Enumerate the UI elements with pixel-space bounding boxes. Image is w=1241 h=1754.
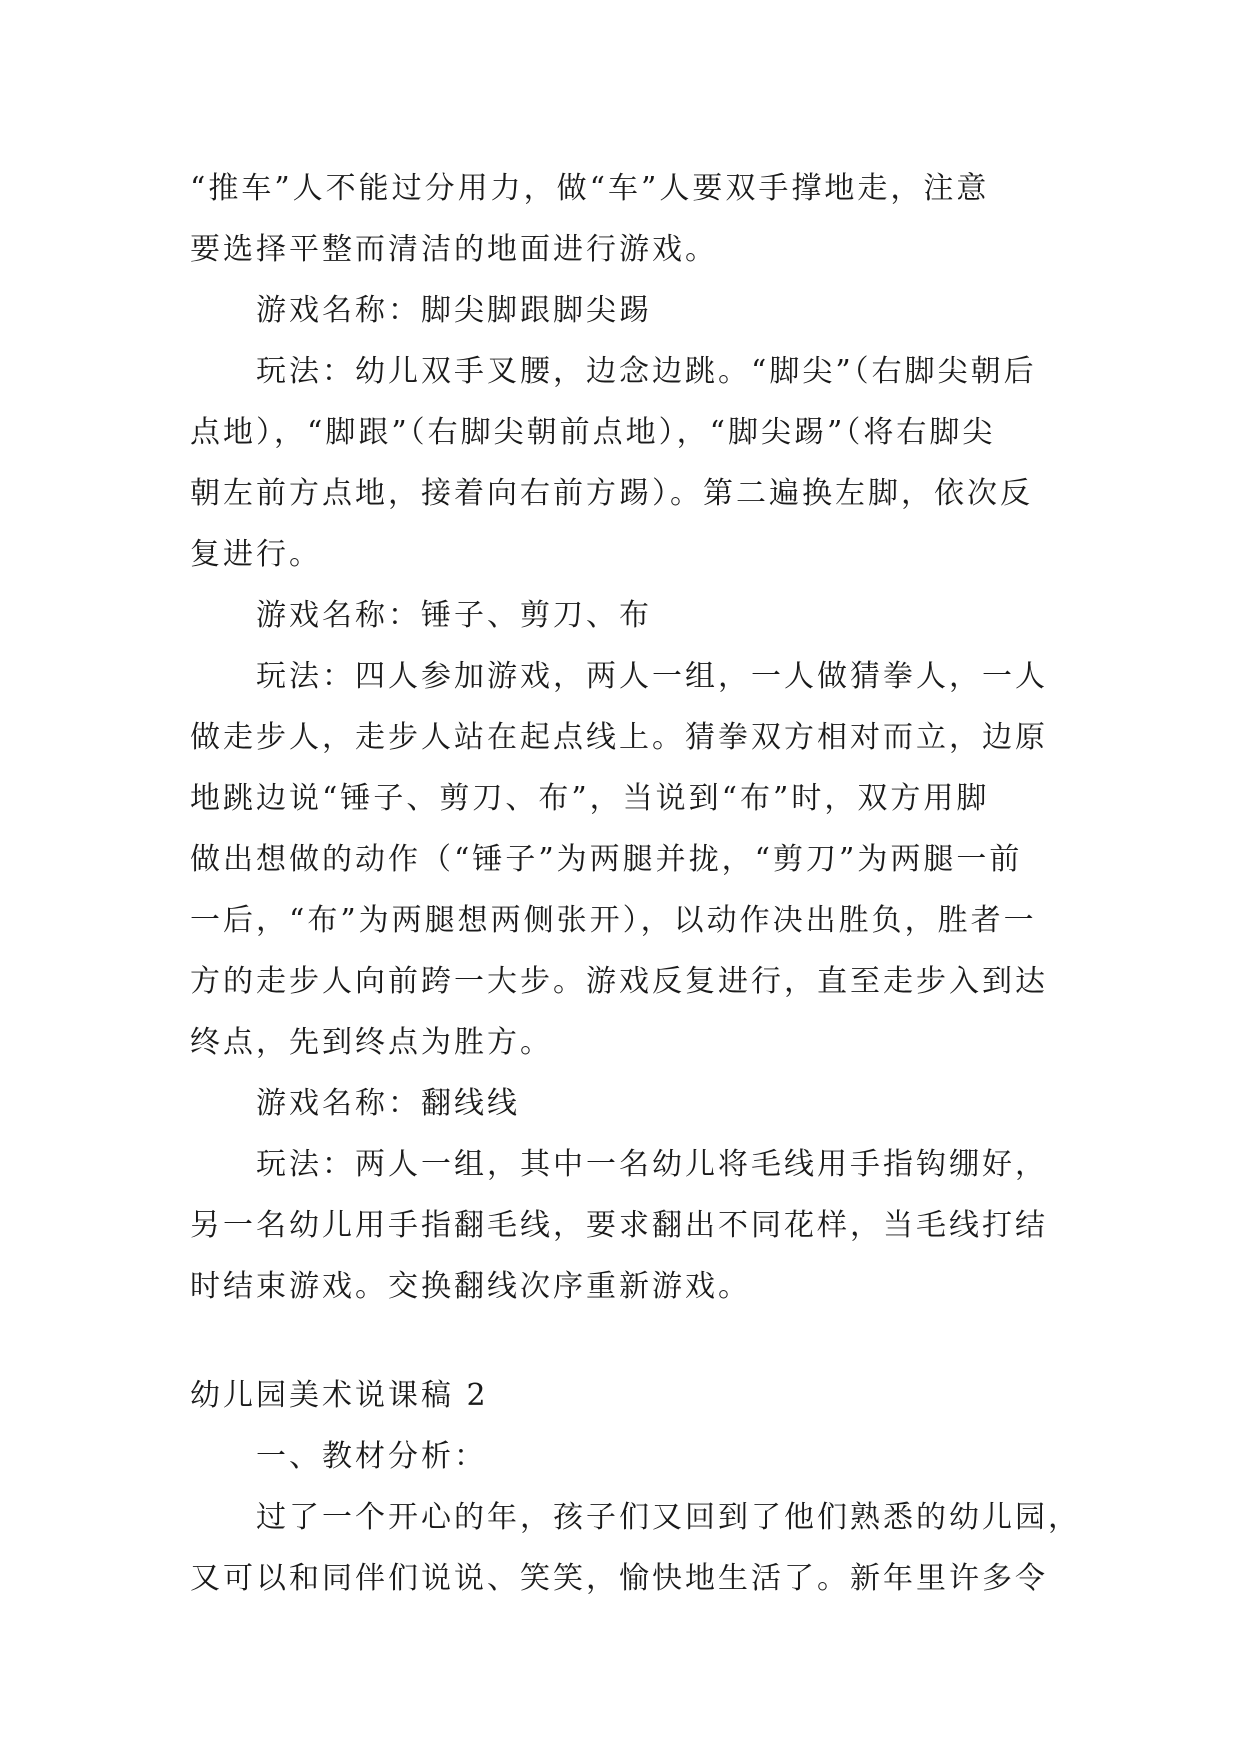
paragraph-line: “推车”人不能过分用力，做“车”人要双手撑地走，注意	[190, 171, 990, 206]
paragraph-line: 做出想做的动作（“锤子”为两腿并拢，“剪刀”为两腿一前	[190, 842, 1023, 877]
paragraph-line: 玩法：两人一组，其中一名幼儿将毛线用手指钩绷好，	[256, 1147, 1048, 1182]
game-name-heading: 游戏名称：翻线线	[256, 1086, 520, 1121]
game-name-heading: 游戏名称：锤子、剪刀、布	[256, 598, 652, 633]
paragraph-line: 过了一个开心的年，孩子们又回到了他们熟悉的幼儿园，	[256, 1500, 1081, 1535]
paragraph-line: 要选择平整而清洁的地面进行游戏。	[190, 232, 718, 267]
paragraph-line: 玩法：幼儿双手叉腰，边念边跳。“脚尖”（右脚尖朝后	[256, 354, 1037, 389]
paragraph-line: 方的走步人向前跨一大步。游戏反复进行，直至走步入到达	[190, 964, 1048, 999]
paragraph-line: 点地），“脚跟”（右脚尖朝前点地），“脚尖踢”（将右脚尖	[190, 415, 996, 450]
paragraph-line: 另一名幼儿用手指翻毛线，要求翻出不同花样，当毛线打结	[190, 1208, 1048, 1243]
section-spacer	[190, 1317, 1050, 1365]
section-title: 幼儿园美术说课稿 2	[190, 1378, 489, 1413]
paragraph-line: 又可以和同伴们说说、笑笑，愉快地生活了。新年里许多令	[190, 1561, 1048, 1596]
paragraph-line: 时结束游戏。交换翻线次序重新游戏。	[190, 1269, 751, 1304]
paragraph-line: 做走步人，走步人站在起点线上。猜拳双方相对而立，边原	[190, 720, 1048, 755]
paragraph-line: 一后，“布”为两腿想两侧张开），以动作决出胜负，胜者一	[190, 903, 1037, 938]
paragraph-line: 玩法：四人参加游戏，两人一组，一人做猜拳人，一人	[256, 659, 1048, 694]
paragraph-line: 复进行。	[190, 537, 322, 572]
paragraph-line: 朝左前方点地，接着向右前方踢）。第二遍换左脚，依次反	[190, 476, 1033, 511]
paragraph-line: 终点，先到终点为胜方。	[190, 1025, 553, 1060]
game-name-heading: 游戏名称：脚尖脚跟脚尖踢	[256, 293, 652, 328]
document-body	[190, 158, 1081, 1609]
section-subheading: 一、教材分析：	[256, 1439, 487, 1474]
paragraph-line: 地跳边说“锤子、剪刀、布”，当说到“布”时，双方用脚	[190, 781, 990, 816]
